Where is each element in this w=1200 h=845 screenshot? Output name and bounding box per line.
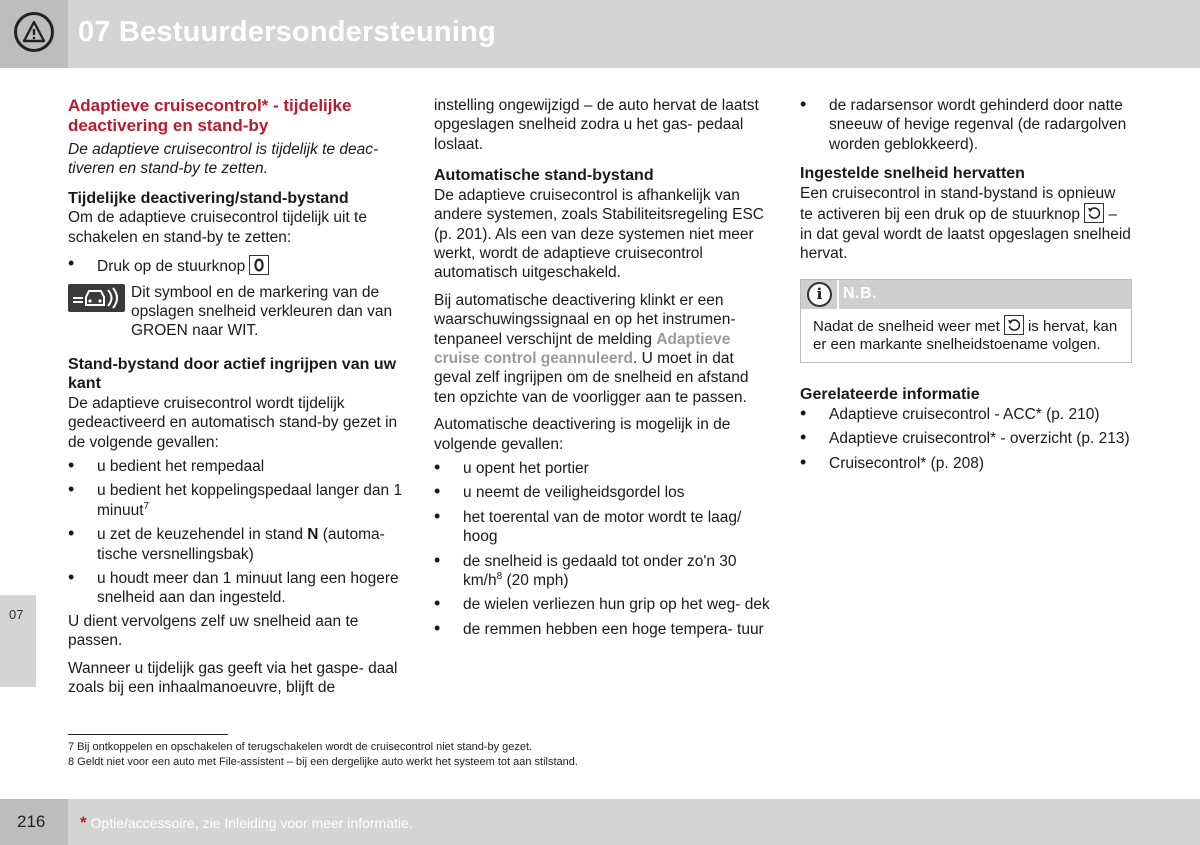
steering-wheel-button-0-icon: [249, 255, 269, 275]
list-item: • u houdt meer dan 1 minuut lang een hogere snelheid aan dan ingesteld.: [68, 569, 404, 608]
note-title: N.B.: [843, 285, 877, 303]
list-item: [68, 255, 404, 276]
subheading-active-intervention: Stand-bystand door actief ingrijpen van uw kant: [68, 355, 397, 393]
paragraph: [434, 291, 770, 407]
note-text: is hervat, kan er een markante snelheidstoename volgen.: [813, 318, 1118, 354]
paragraph-text: Een cruisecontrol in stand-bystand is opnieuw te activeren bij een druk op de stuurknop: [800, 184, 1116, 224]
page-header: [0, 0, 1200, 68]
option-star: *: [80, 813, 87, 832]
related-link-overview[interactable]: • Adaptieve cruisecontrol* - overzicht (p. 213): [800, 429, 1132, 448]
note-box: [800, 279, 1132, 363]
list-item: • u neemt de veiligheidsgordel los: [434, 483, 770, 502]
subheading-related-info: Gerelateerde informatie: [800, 386, 980, 404]
list-item: • u bedient het rempedaal: [68, 457, 404, 476]
page-title: 07 Bestuurdersondersteuning: [78, 16, 496, 48]
info-icon-glyph: i: [816, 285, 823, 304]
section-heading: Adaptieve cruisecontrol* - tijdelijke deactivering en stand-by: [68, 96, 352, 135]
note-header-divider: [837, 280, 839, 309]
resume-button-icon: [1004, 315, 1024, 335]
related-link-acc[interactable]: • Adaptieve cruisecontrol - ACC* (p. 210): [800, 405, 1132, 424]
radar-list: [800, 96, 1132, 154]
related-links-list: [800, 405, 1132, 473]
header-tab: [0, 0, 68, 68]
footer-tab: [0, 799, 68, 845]
list-item: • u opent het portier: [434, 459, 770, 478]
subheading-automatic-standby: Automatische stand-bystand: [434, 167, 654, 185]
column-2: [434, 96, 770, 639]
list-item: • de wielen verliezen hun grip op het weg- dek: [434, 595, 770, 614]
list-item-text: de snelheid is gedaald tot onder zo'n 30 km/h: [463, 552, 737, 590]
list-item: [68, 525, 404, 564]
paragraph: instelling ongewijzigd – de auto hervat de laatst opgeslagen snelheid zodra u het gas- pedaal loslaat.: [434, 97, 759, 153]
section-intro: De adaptieve cruisecontrol is tijdelijk te deac- tiveren en stand-by te zetten.: [68, 141, 379, 178]
paragraph: Om de adaptieve cruisecontrol tijdelijk uit te schakelen en stand-by te zetten:: [68, 209, 367, 246]
warning-triangle-icon: [14, 12, 54, 52]
footnote-7: 7 Bij ontkoppelen en opschakelen of terugschakelen wordt de cruisecontrol niet stand-by gezet.: [68, 741, 533, 753]
cruise-control-symbol-icon: [68, 284, 125, 312]
press-button-list: [68, 255, 404, 276]
paragraph-text: . U moet in dat geval zelf ingrijpen om de snelheid en afstand ten opzichte van de voorligger aan te passen.: [434, 349, 749, 406]
list-item-text: Druk op de stuurknop: [97, 258, 246, 276]
paragraph: Wanneer u tijdelijk gas geeft via het gaspe- daal zoals bij een inhaalmanoeuvre, blijft de: [68, 659, 398, 697]
list-item: • de remmen hebben een hoge tempera- tuur: [434, 620, 770, 639]
list-item-text: (20 mph): [502, 572, 569, 590]
footnote-divider: [68, 734, 228, 735]
page-footer: [0, 799, 1200, 845]
footer-note: [80, 813, 413, 833]
column-1: [68, 96, 404, 697]
paragraph: U dient vervolgens zelf uw snelheid aan te passen.: [68, 612, 359, 650]
deactivation-list: [434, 459, 770, 639]
display-message: Adaptieve cruise control geannuleerd: [434, 330, 731, 367]
resume-button-icon: [1084, 203, 1104, 223]
list-item: [68, 481, 404, 520]
list-item: • het toerental van de motor wordt te laag/ hoog: [434, 508, 770, 547]
paragraph: De adaptieve cruisecontrol wordt tijdelijk gedeactiveerd en automatisch stand-by gezet in de volgende gevallen:: [68, 394, 398, 451]
info-icon: [807, 282, 832, 307]
footnote-ref-7: 7: [143, 500, 150, 512]
symbol-description: Dit symbool en de markering van de opslagen snelheid verkleuren dan van GROEN naar WIT.: [131, 283, 393, 340]
list-item-text: u zet de keuzehendel in stand: [97, 526, 308, 544]
subheading-resume-speed: Ingestelde snelheid hervatten: [800, 165, 1025, 183]
subheading-temporary-deactivation: Tijdelijke deactivering/stand-bystand: [68, 189, 349, 207]
list-item: [434, 552, 770, 591]
paragraph-text: Bij automatische deactivering klinkt er een waarschuwingssignaal en op het instrumen- tenpaneel verschijnt de melding: [434, 291, 736, 348]
gear-position-n: N: [307, 526, 319, 544]
intervention-list: [68, 457, 404, 608]
chapter-number: 07: [9, 607, 24, 622]
footnote-8: 8 Geldt niet voor een auto met File-assistent – bij een dergelijke auto werkt het systeem tot aan stilstand.: [68, 756, 578, 768]
related-link-cruisecontrol[interactable]: • Cruisecontrol* (p. 208): [800, 454, 1132, 473]
page-number: 216: [17, 812, 46, 831]
paragraph: [800, 184, 1132, 264]
note-body: [801, 309, 1131, 362]
list-item: • de radarsensor wordt gehinderd door natte sneeuw of hevige regenval (de radargolven worden geblokkeerd).: [800, 96, 1132, 154]
symbol-row: [68, 283, 404, 341]
footnote-ref-8: 8: [496, 570, 503, 582]
list-item-text: (automa- tische versnellingsbak): [97, 526, 385, 563]
note-text: Nadat de snelheid weer met: [813, 318, 1000, 336]
footer-note-text: Optie/accessoire, zie Inleiding voor meer informatie.: [86, 815, 413, 831]
note-header: [801, 280, 1131, 309]
paragraph-text: – in dat geval wordt de laatst opgeslagen snelheid hervat.: [800, 206, 1131, 262]
chapter-side-tab: [0, 595, 36, 687]
paragraph: De adaptieve cruisecontrol is afhankelijk van andere systemen, zoals Stabiliteitsregeling ESC (p. 201). Als een van deze systemen niet meer werkt, wordt de adaptieve cruisecontrol automatisch uitgeschakeld.: [434, 186, 764, 282]
list-item-text: u bedient het koppelingspedaal langer dan 1 minuut: [97, 482, 403, 519]
paragraph: Automatische deactivering is mogelijk in de volgende gevallen:: [434, 416, 731, 453]
column-3: [800, 96, 1132, 473]
